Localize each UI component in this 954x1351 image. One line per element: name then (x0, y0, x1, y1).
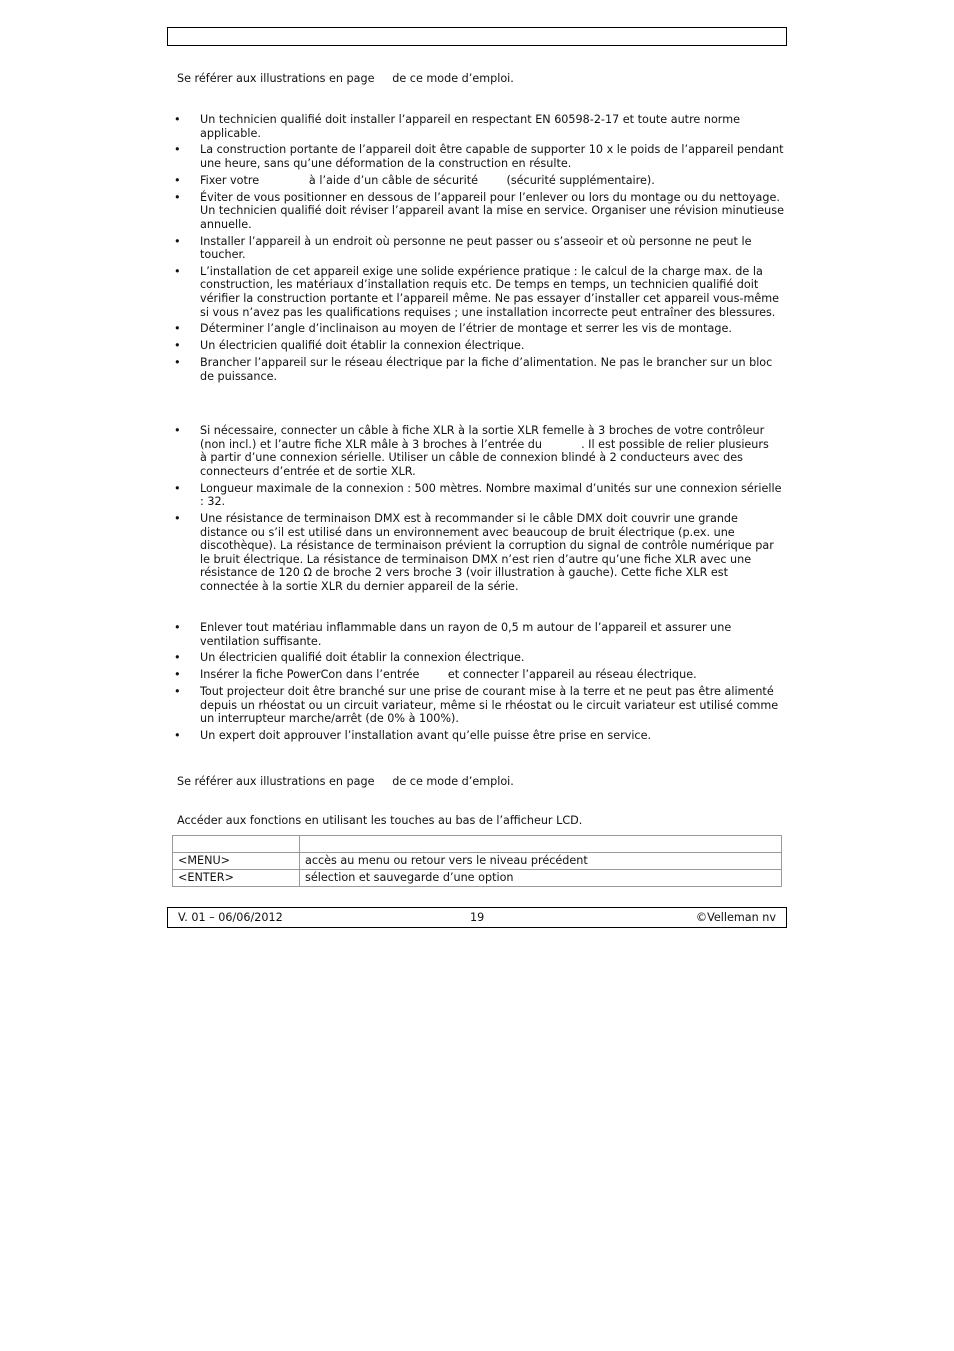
footer-brand: ©Velleman nv (695, 911, 776, 924)
power-connection-list (174, 621, 784, 746)
list-item: • Si nécessaire, connecter un câble à fiche XLR à la sortie XLR femelle à 3 broches de votre contrôleur (non incl.) et l’autre fiche XLR mâle à 3 broches à l’entrée du . Il est possible de relier plusieurs à partir d’une connexion sérielle. Utiliser un câble de connexion blindé à 2 conducteurs avec des connecteurs d’entrée et de sortie XLR. (174, 424, 816, 478)
key-table (172, 835, 782, 887)
list-item: • Tout projecteur doit être branché sur une prise de courant mise à la terre et ne peut pas être alimenté depuis un rhéostat ou un circuit variateur, même si le rhéostat ou le circuit variateur est utilisé comme un interrupteur marche/arrêt (de 0% à 100%). (174, 684, 782, 726)
bullet-icon: • (174, 143, 181, 157)
bullet-icon: • (174, 424, 181, 437)
bullet-icon: • (174, 511, 181, 525)
table-cell (173, 836, 300, 853)
list-item: • Un expert doit approuver l’installation avant qu’elle puisse être prise en service. (174, 728, 652, 742)
footer-page-number: 19 (470, 911, 485, 924)
bullet-icon: • (174, 481, 181, 495)
bullet-icon: • (174, 651, 181, 665)
bullet-icon: • (174, 668, 181, 682)
dmx-connection-list (174, 424, 816, 597)
key-description: sélection et sauvegarde d’une option (300, 870, 782, 887)
list-item: • Longueur maximale de la connexion : 500 mètres. Nombre maximal d’unités sur une connexion sérielle : 32. (174, 481, 786, 509)
list-item: • Un électricien qualifié doit établir la connexion électrique. (174, 651, 525, 665)
table-cell (300, 836, 782, 853)
list-item: • Enlever tout matériau inflammable dans un rayon de 0,5 m autour de l’appareil et assurer une ventilation suffisante. (174, 621, 735, 648)
list-item: • Fixer votre à l’aide d’un câble de sécurité (sécurité supplémentaire). (174, 173, 655, 187)
bullet-icon: • (174, 322, 181, 336)
functions-intro: Accéder aux fonctions en utilisant les touches au bas de l’afficheur LCD. (177, 814, 583, 827)
bullet-icon: • (174, 173, 181, 187)
list-item: • L’installation de cet appareil exige une solide expérience pratique : le calcul de la charge max. de la construction, les matériaux d’installation requis etc. De temps en temps, un technicien qualifié doit vérifier la construction portante et l’appareil même. Ne pas essayer d’installer cet appareil vous-même si vous n’avez pas les qualifications requises ; une installation incorrecte peut entraîner des blessures. (174, 264, 783, 319)
header-box (167, 27, 787, 46)
bullet-icon: • (174, 356, 181, 369)
footer-version: V. 01 – 06/06/2012 (178, 911, 283, 924)
key-name: <ENTER> (173, 870, 300, 887)
list-item: • Installer l’appareil à un endroit où personne ne peut passer ou s’asseoir et où personne ne peut le toucher. (174, 234, 756, 262)
bullet-icon: • (174, 234, 181, 248)
list-item: • Déterminer l’angle d’inclinaison au moyen de l’étrier de montage et serrer les vis de montage. (174, 322, 732, 336)
key-description: accès au menu ou retour vers le niveau précédent (300, 853, 782, 870)
bullet-icon: • (174, 113, 181, 126)
bullet-icon: • (174, 728, 181, 742)
bullet-icon: • (174, 339, 181, 353)
list-item: • La construction portante de l’appareil doit être capable de supporter 10 x le poids de l’appareil pendant une heure, sans qu’une déformation de la construction en résulte. (174, 143, 788, 170)
list-item: • Une résistance de terminaison DMX est à recommander si le câble DMX doit couvrir une grande distance ou s’il est utilisé dans un environnement avec beaucoup de bruit électrique (p.ex. une discothèque). La résistance de terminaison prévient la corruption du signal de contrôle numérique par le bruit électrique. La résistance de terminaison DMX n’est rien d’autre qu’une fiche XLR avec une résistance de 120 Ω de broche 2 vers broche 3 (voir illustration à gauche). Cette fiche XLR est connectée à la sortie XLR du dernier appareil de la série. (174, 511, 778, 593)
bullet-icon: • (174, 621, 181, 634)
key-name: <MENU> (173, 853, 300, 870)
illustrations-reference: Se référer aux illustrations en page de ce mode d’emploi. (177, 72, 514, 85)
table-row (173, 870, 782, 887)
table-header-row (173, 836, 782, 853)
bullet-icon: • (174, 684, 181, 698)
table-row (173, 853, 782, 870)
installation-list (174, 113, 788, 386)
illustrations-reference-2: Se référer aux illustrations en page de ce mode d’emploi. (177, 775, 514, 788)
bullet-icon: • (174, 190, 181, 204)
list-item: • Insérer la fiche PowerCon dans l’entrée et connecter l’appareil au réseau électrique. (174, 668, 697, 682)
page-footer (167, 907, 787, 928)
list-item: • Un technicien qualifié doit installer l’appareil en respectant EN 60598-2-17 et toute autre norme applicable. (174, 113, 744, 140)
list-item: • Un électricien qualifié doit établir la connexion électrique. (174, 339, 525, 353)
list-item: • Éviter de vous positionner en dessous de l’appareil pour l’enlever ou lors du montage ou du nettoyage. Un technicien qualifié doit réviser l’appareil avant la mise en service. Organiser une révision minutieuse annuelle. (174, 190, 788, 231)
list-item: • Brancher l’appareil sur le réseau électrique par la fiche d’alimentation. Ne pas le brancher sur un bloc de puissance. (174, 356, 776, 383)
bullet-icon: • (174, 264, 181, 278)
